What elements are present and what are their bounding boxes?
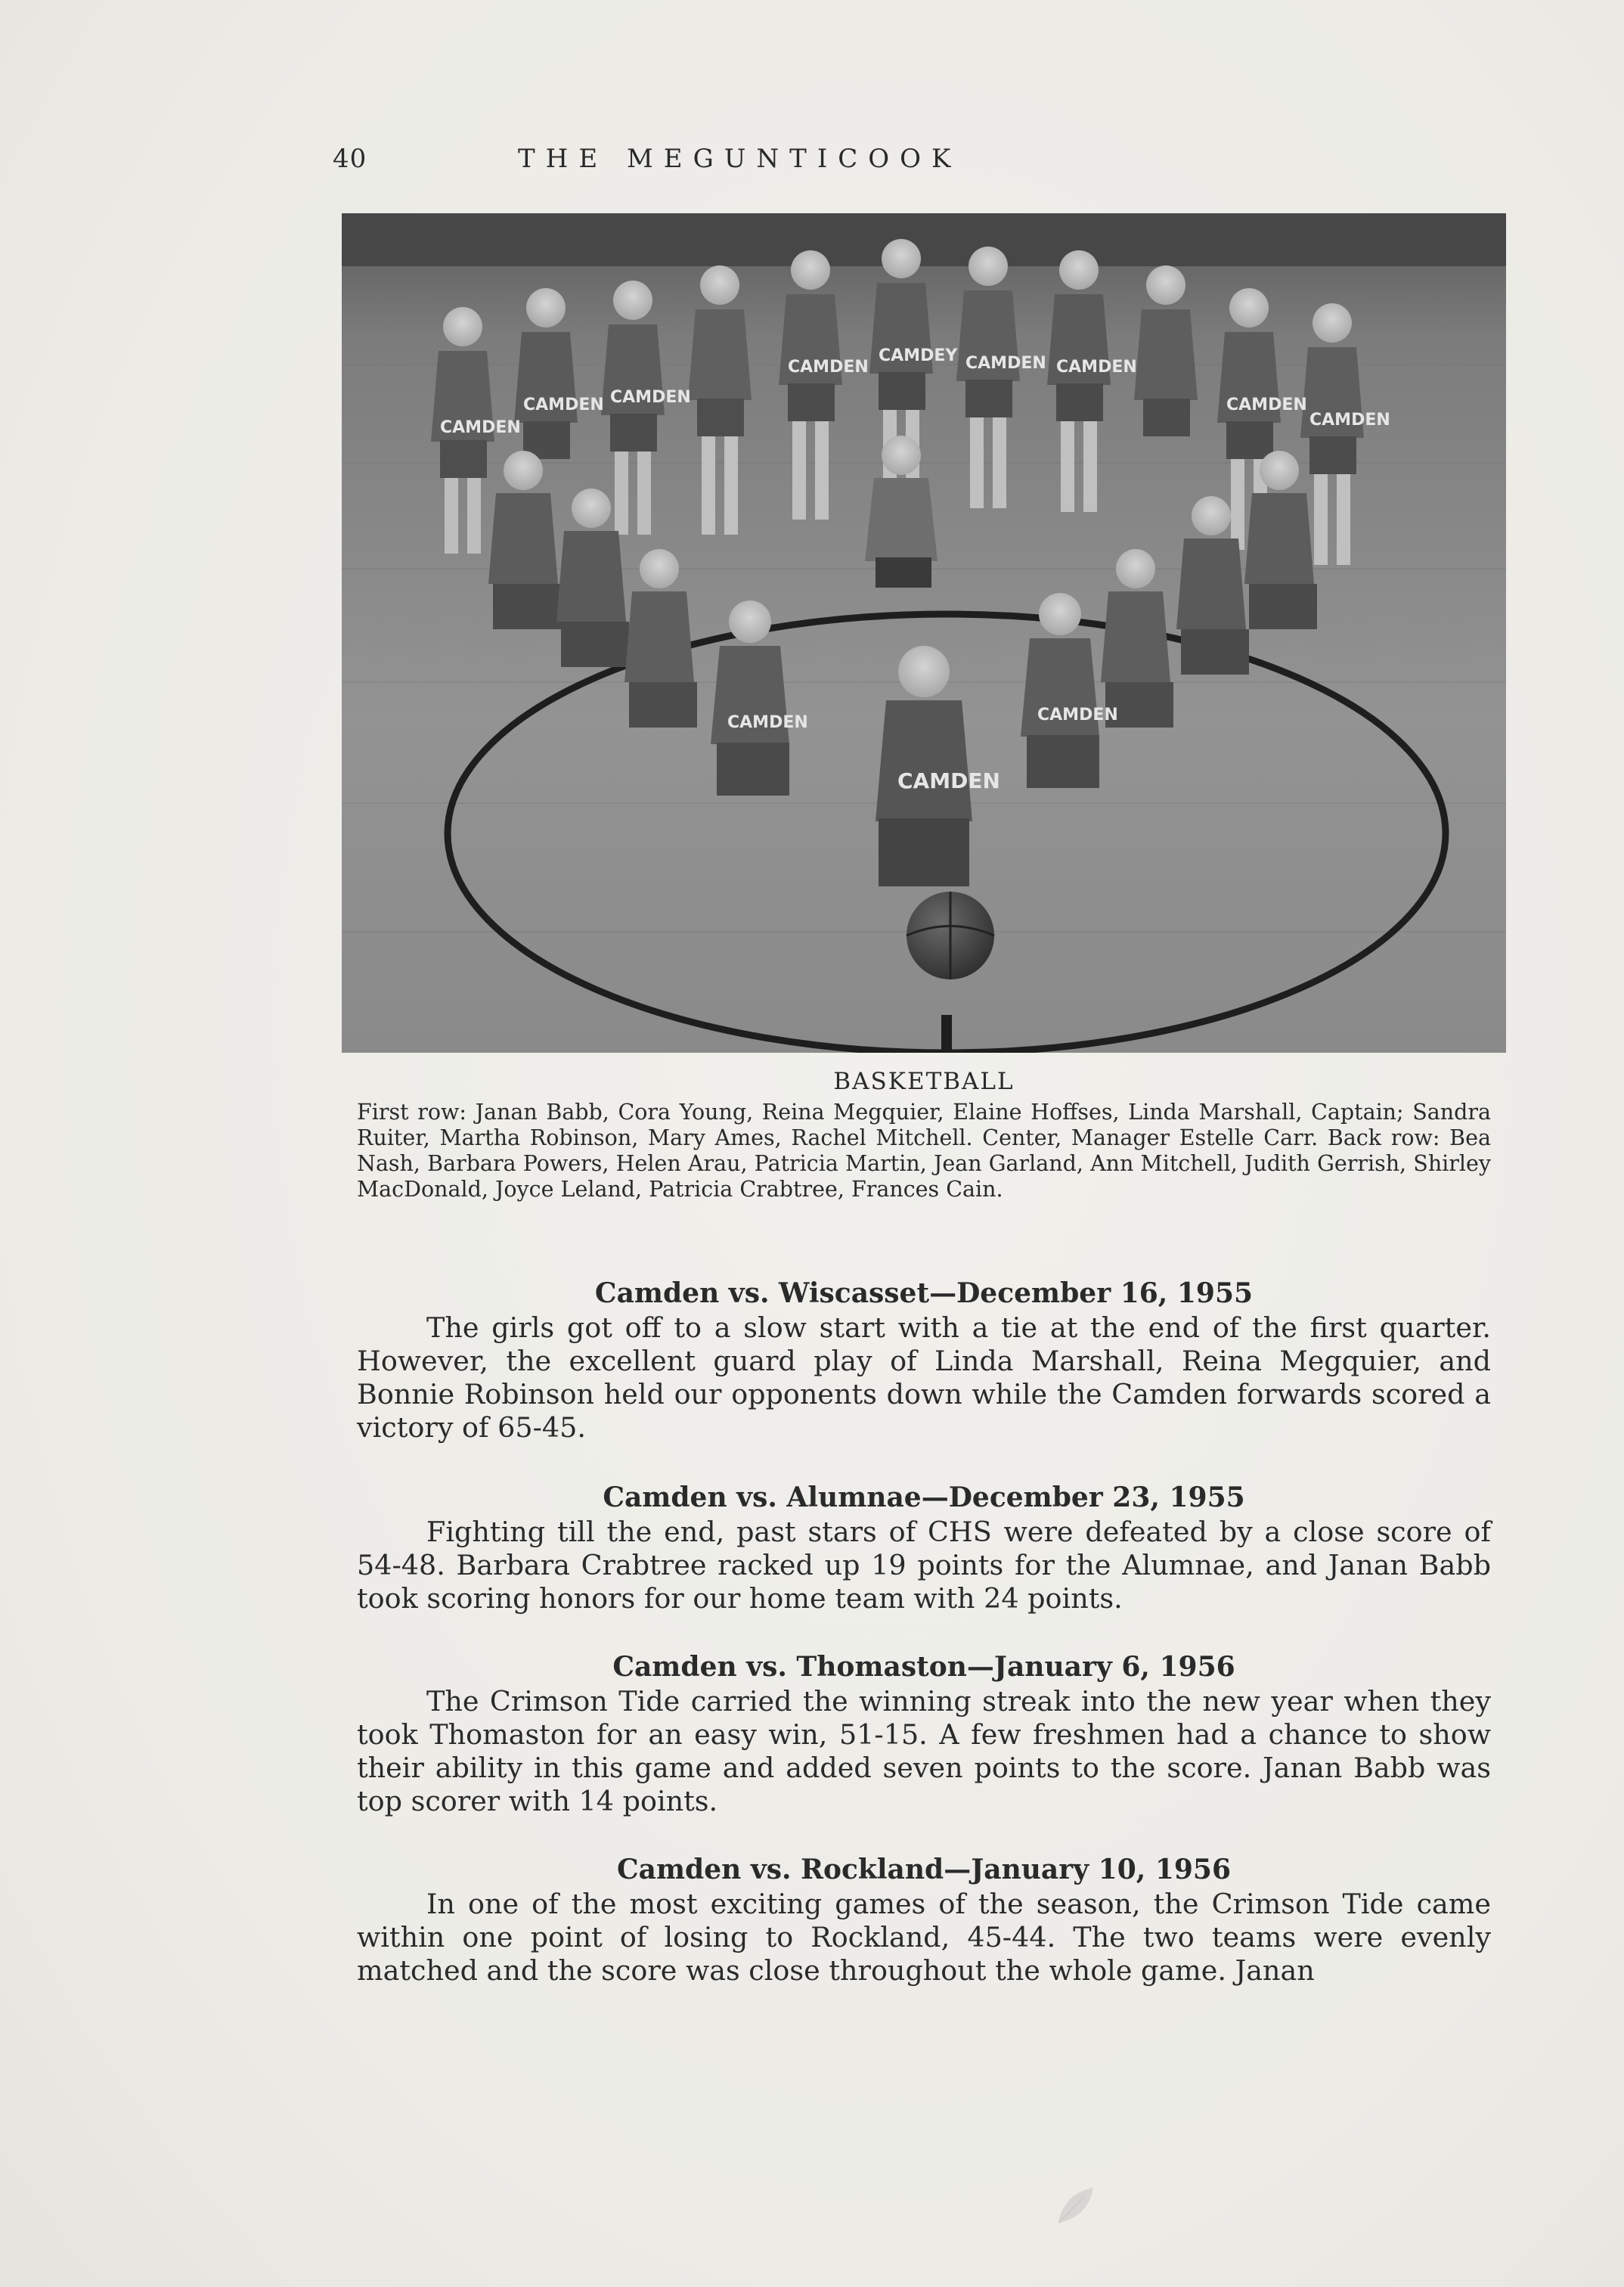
game-body: The Crimson Tide carried the winning streak into the new year when they took Thomaston for an easy win, 51-15. A few freshmen had a chance to show their ability in this game and added seven points to the score. Janan Babb was top scorer with 14 points. [357,1685,1491,1817]
jersey-text: CAMDEN [1309,411,1390,430]
jersey-text: CAMDEN [610,388,691,407]
jersey-text: CAMDEN [440,418,521,437]
page-number: 40 [333,144,367,174]
game-body: Fighting till the end, past stars of CHS were defeated by a close score of 54-48. Barbara Crabtree racked up 19 points for the Alumnae, and Janan Babb took scoring honors for our home team with 24 points. [357,1516,1491,1615]
jersey-text: CAMDEN [1037,706,1118,725]
photo-caption [357,1068,1491,1202]
caption-title: BASKETBALL [833,1068,1015,1095]
jersey-text: CAMDEN [523,396,604,414]
jersey-text: CAMDEN [727,713,808,732]
leaf-watermark-icon [1051,2182,1099,2230]
jersey-text: CAMDEN [788,358,869,377]
jersey-text: CAMDEN [1056,358,1137,377]
game-heading: Camden vs. Rockland—January 10, 1956 [616,1854,1232,1885]
team-photo [342,213,1506,1053]
game-section [357,1650,1491,1818]
game-section [357,1481,1491,1615]
page-header [333,144,1316,182]
jersey-text: CAMDEN [897,768,1000,793]
jersey-text: CAMDEN [1226,396,1307,414]
game-body: The girls got off to a slow start with a tie at the end of the first quarter. However, the excellent guard play of Linda Marshall, Reina Megquier, and Bonnie Robinson held our opponents down while the Camden forwards scored a victory of 65-45. [357,1311,1491,1444]
game-body: In one of the most exciting games of the season, the Crimson Tide came within one point of losing to Rockland, 45-44. The two teams were evenly matched and the score was close throughout the whole game. Janan [357,1888,1491,1987]
game-heading: Camden vs. Thomaston—January 6, 1956 [612,1651,1235,1683]
game-section [357,1853,1491,1988]
game-heading: Camden vs. Alumnae—December 23, 1955 [603,1482,1245,1513]
caption-text: First row: Janan Babb, Cora Young, Reina Megquier, Elaine Hoffses, Linda Marshall, Captain; Sandra Ruiter, Martha Robinson, Mary Ames, Rachel Mitchell. Center, Manager Estelle Carr. Back row: Bea Nash, Barbara Powers, Helen Arau, Patricia Martin, Jean Garland, Ann Mitchell, Judith Gerrish, Shirley MacDonald, Joyce Leland, Patricia Crabtree, Frances Cain. [357,1100,1491,1202]
game-heading: Camden vs. Wiscasset—December 16, 1955 [594,1277,1254,1309]
jersey-text: CAMDEN [965,354,1046,373]
running-title: THE MEGUNTICOOK [518,144,962,174]
game-section [357,1277,1491,1445]
jersey-text: CAMDEY [879,346,958,365]
